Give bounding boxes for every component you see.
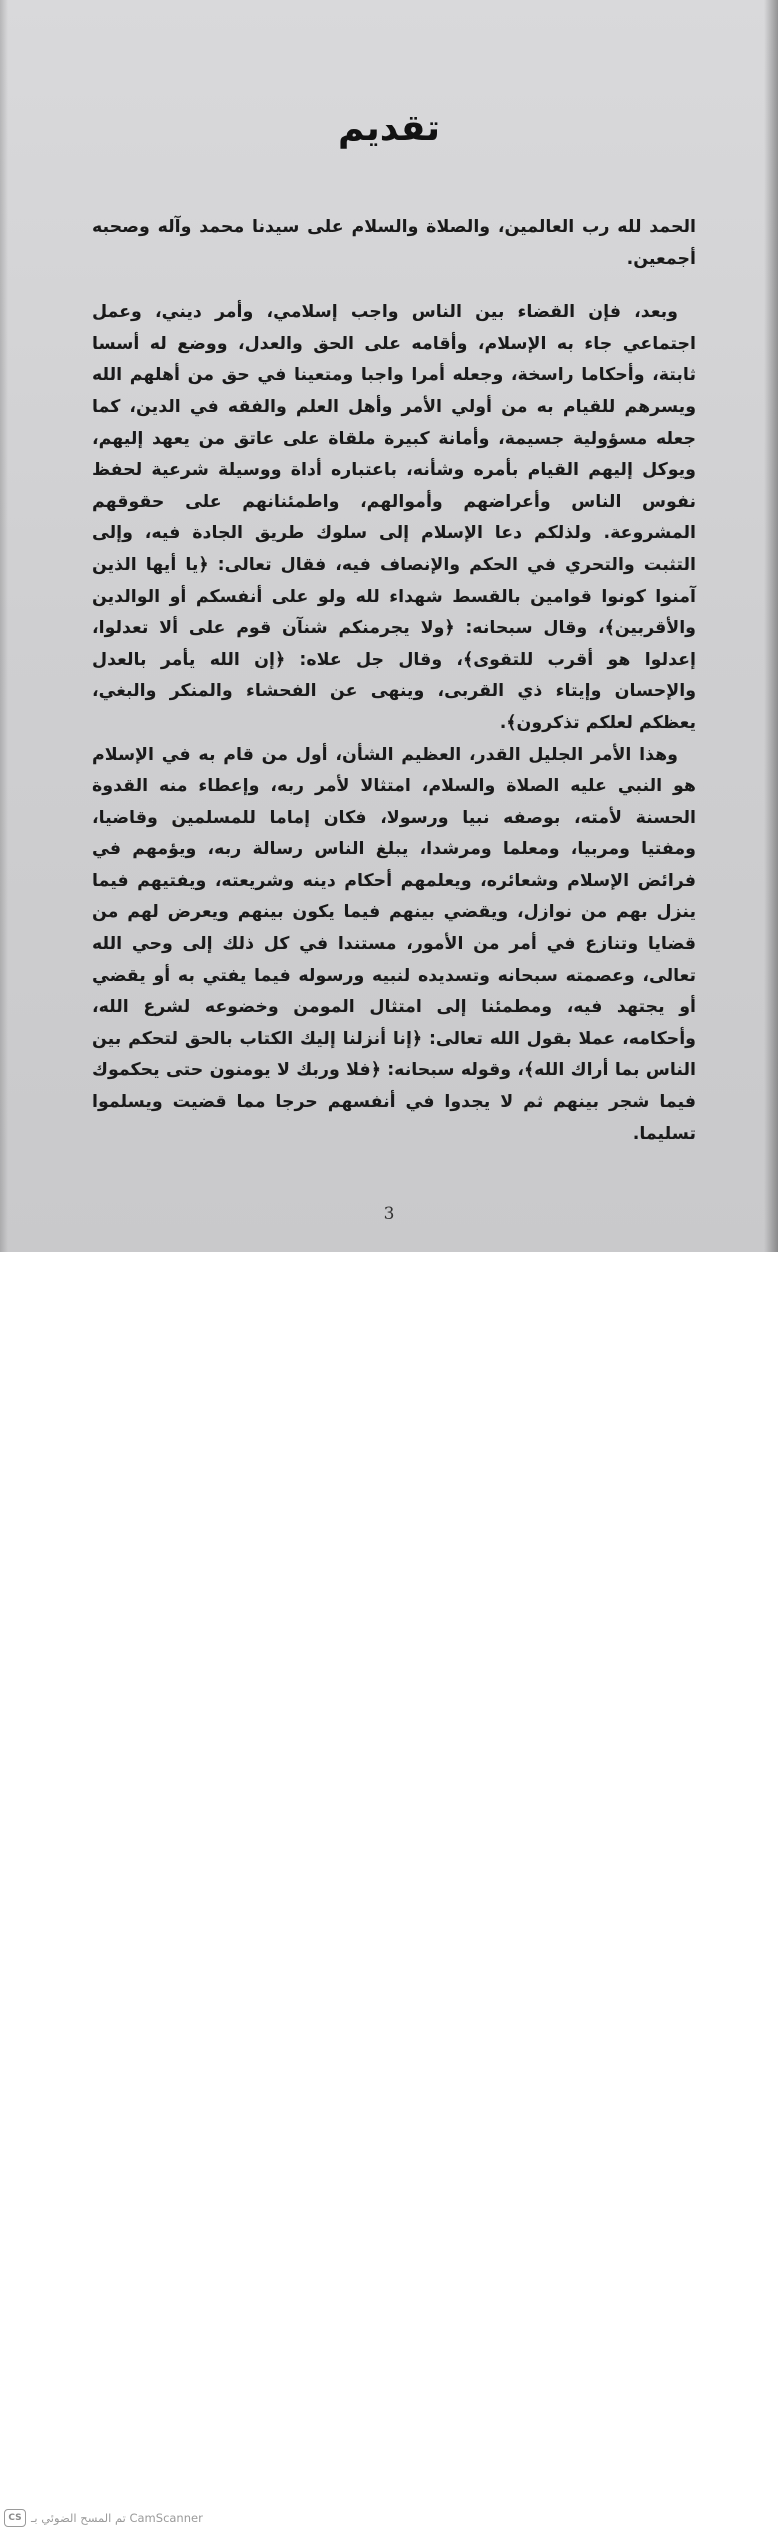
- watermark-text: تم المسح الضوئي بـ CamScanner: [31, 2511, 203, 2525]
- page-title: تقديم: [338, 108, 440, 149]
- paragraph-opening: الحمد لله رب العالمين، والصلاة والسلام على سيدنا محمد وآله وصحبه أجمعين.: [92, 217, 696, 269]
- camscanner-logo-icon: CS: [4, 2509, 26, 2527]
- scanner-footer: [0, 1252, 778, 2525]
- paragraph-prophet: وهذا الأمر الجليل القدر، العظيم الشأن، أول من قام به في الإسلام هو النبي عليه الصلاة والسلام، امتثالا لأمر ربه، وإعطاء منه القدوة الحسنة لأمته، بوصفه نبيا ورسولا، فكان إماما للمسلمين وقاضيا، ومفتيا ومربيا، ومعلما ومرشدا، يبلغ الناس رسالة ربه، ويؤمهم في فرائض الإسلام وشعائره، ويعلمهم أحكام دينه وشريعته، ويفتيهم فيما ينزل بهم من نوازل، ويقضي بينهم فيما يكون بينهم ويعرض لهم من قضايا وتنازع في أمر من الأمور، مستندا في كل ذلك إلى وحي الله تعالى، وعصمته سبحانه وتسديده لنبيه ورسوله فيما يفتي به أو يقضي أو يجتهد فيه، ومطمئنا إلى امتثال المومن وخضوعه لشرع الله، وأحكامه، عملا بقول الله تعالى: ﴿إنا أنزلنا إليك الكتاب بالحق لتحكم بين الناس بما أراك الله﴾، وقوله سبحانه: ﴿فلا وربك لا يومنون حتى يحكموك فيما شجر بينهم ثم لا يجدوا في أنفسهم حرجا مما قضيت ويسلموا تسليما.: [92, 744, 696, 1144]
- paragraph-judiciary: وبعد، فإن القضاء بين الناس واجب إسلامي، وأمر ديني، وعمل اجتماعي جاء به الإسلام، وأقامه على الحق والعدل، ووضع له أسسا ثابتة، وأحكاما راسخة، وجعله أمرا واجبا ومتعينا في حق من أهلهم الله ويسرهم للقيام به من أولي الأمر وأهل العلم والفقه في الدين، كما جعله مسؤولية جسيمة، وأمانة كبيرة ملقاة على عاتق من يعهد إليهم، ويوكل إليهم القيام بأمره وشأنه، باعتباره أداة ووسيلة شرعية لحفظ نفوس الناس وأعراضهم وأموالهم، واطمئنانهم على حقوقهم المشروعة. ولذلكم دعا الإسلام إلى سلوك طريق الجادة فيه، وإلى التثبت والتحري في الحكم والإنصاف فيه، فقال تعالى: ﴿يا أيها الذين آمنوا كونوا قوامين بالقسط شهداء لله ولو على أنفسكم أو الوالدين والأقربين﴾، وقال سبحانه: ﴿ولا يجرمنكم شنآن قوم على ألا تعدلوا، إعدلوا هو أقرب للتقوى﴾، وقال جل علاه: ﴿إن الله يأمر بالعدل والإحسان وإيتاء ذي القربى، وينهى عن الفحشاء والمنكر والبغي، يعظكم لعلكم تذكرون﴾.: [92, 302, 696, 733]
- page-left-shadow: [0, 0, 8, 1252]
- page-right-shadow: [764, 0, 778, 1252]
- camscanner-watermark: [4, 2509, 203, 2527]
- page-number: 3: [383, 1204, 395, 1224]
- page-body: [92, 212, 696, 1150]
- scanned-page: [0, 0, 778, 1252]
